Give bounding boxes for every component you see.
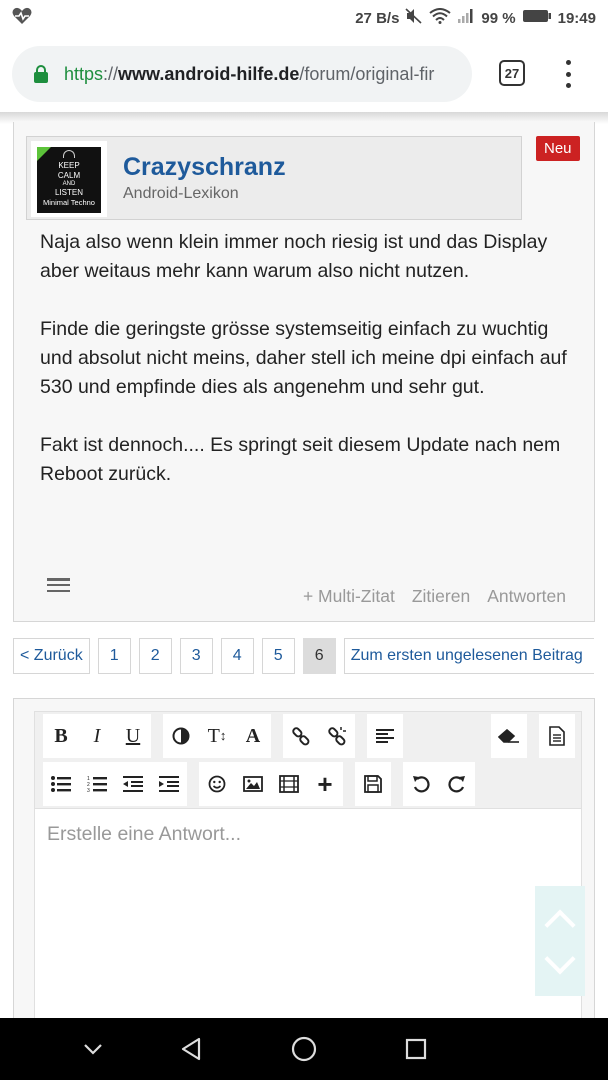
- status-left: [12, 7, 32, 29]
- outdent-icon[interactable]: [115, 762, 151, 806]
- undo-icon[interactable]: [403, 762, 439, 806]
- italic-icon[interactable]: I: [93, 724, 101, 747]
- insert-plus-icon[interactable]: +: [317, 768, 333, 799]
- svg-text:1: 1: [87, 776, 90, 782]
- wifi-icon: [429, 8, 451, 28]
- reply-editor: [13, 698, 595, 1018]
- author-box: [26, 136, 522, 220]
- editor-toolbar: [34, 711, 582, 809]
- underline-icon[interactable]: U: [125, 724, 141, 747]
- smiley-icon[interactable]: [199, 762, 235, 806]
- indent-icon[interactable]: [151, 762, 187, 806]
- url-text[interactable]: [64, 64, 434, 85]
- heart-monitor-icon: [12, 7, 32, 29]
- post-paragraph: Finde die geringste grösse systemseitig einfach zu wuchtig und absolut nicht meins, daher stell ich meine dpi einfach auf 530 und empfinde dies als angenehm und sehr gut.: [40, 318, 567, 398]
- url-scheme: https: [64, 63, 104, 84]
- link-icon[interactable]: [283, 714, 319, 758]
- page-link-3[interactable]: 3: [180, 638, 213, 674]
- reply-link[interactable]: Antworten: [487, 586, 566, 606]
- online-indicator-icon: [37, 147, 51, 161]
- lock-icon[interactable]: [34, 65, 48, 83]
- unlink-icon[interactable]: [319, 714, 355, 758]
- page-back-button[interactable]: < Zurück: [13, 638, 90, 674]
- reply-placeholder: Erstelle eine Antwort...: [47, 823, 242, 845]
- page-link-4[interactable]: 4: [221, 638, 254, 674]
- avatar-line: Minimal Techno: [43, 198, 95, 207]
- home-icon[interactable]: [274, 1018, 334, 1080]
- avatar-line: LISTEN: [54, 188, 83, 197]
- source-icon[interactable]: [539, 714, 575, 758]
- mute-icon: [405, 8, 423, 28]
- post-paragraph: Naja also wenn klein immer noch riesig ist und das Display aber weitaus mehr kann warum also nicht nutzen.: [40, 231, 548, 282]
- url-host: www.android-hilfe.de: [118, 63, 300, 84]
- recents-icon[interactable]: [386, 1018, 446, 1080]
- network-speed: 27 B/s: [355, 9, 400, 27]
- page-link-5[interactable]: 5: [262, 638, 295, 674]
- avatar-line: AND: [62, 181, 76, 187]
- forum-post: [13, 122, 595, 622]
- svg-text:2: 2: [87, 782, 90, 788]
- page-content: [0, 112, 608, 1018]
- battery-icon: [522, 9, 552, 27]
- multi-quote-link[interactable]: + Multi-Zitat: [302, 586, 395, 606]
- url-path: /forum/original-fir: [299, 63, 435, 84]
- scroll-down-icon[interactable]: [544, 943, 575, 974]
- page-link-1[interactable]: 1: [98, 638, 131, 674]
- system-nav-bar: [0, 1018, 608, 1080]
- first-unread-button[interactable]: Zum ersten ungelesenen Beitrag: [344, 638, 594, 674]
- quote-link[interactable]: Zitieren: [411, 586, 471, 606]
- avatar-line: CALM: [57, 171, 81, 180]
- author-title: Android-Lexikon: [123, 185, 239, 202]
- avatar[interactable]: [31, 141, 107, 217]
- post-paragraph: Fakt ist dennoch.... Es springt seit diesem Update nach nem Reboot zurück.: [40, 434, 561, 485]
- overflow-menu-icon[interactable]: [562, 60, 574, 88]
- media-icon[interactable]: [271, 762, 307, 806]
- post-menu-icon[interactable]: [47, 578, 70, 592]
- contrast-icon[interactable]: [163, 714, 199, 758]
- status-bar: [0, 0, 608, 36]
- bold-icon[interactable]: B: [54, 724, 68, 747]
- scroll-controls: [535, 886, 585, 996]
- reply-textarea[interactable]: [34, 809, 582, 1018]
- eraser-icon[interactable]: [491, 714, 527, 758]
- clock: 19:49: [557, 9, 596, 27]
- page-link-6-current[interactable]: 6: [303, 638, 336, 674]
- post-body: [40, 228, 570, 518]
- font-color-icon[interactable]: A: [245, 724, 261, 747]
- font-size-icon[interactable]: T ↕: [207, 724, 227, 747]
- back-icon[interactable]: [161, 1018, 221, 1080]
- redo-icon[interactable]: [439, 762, 475, 806]
- battery-percent: 99 %: [481, 9, 516, 27]
- numbered-list-icon[interactable]: [79, 762, 115, 806]
- save-icon[interactable]: [355, 762, 391, 806]
- url-separator: ://: [103, 63, 119, 84]
- author-name[interactable]: Crazyschranz: [123, 153, 286, 181]
- align-icon[interactable]: [367, 714, 403, 758]
- svg-text:3: 3: [87, 788, 90, 793]
- scroll-up-icon[interactable]: [544, 909, 575, 940]
- avatar-line: KEEP: [58, 161, 80, 170]
- tab-switcher-button[interactable]: 27: [499, 60, 525, 86]
- browser-toolbar: [0, 36, 608, 112]
- hide-keyboard-icon[interactable]: [63, 1018, 123, 1080]
- bullet-list-icon[interactable]: [43, 762, 79, 806]
- image-icon[interactable]: [235, 762, 271, 806]
- post-actions: [303, 586, 566, 607]
- status-right: [355, 8, 596, 28]
- signal-icon: [457, 8, 475, 28]
- pagination: [13, 638, 594, 674]
- address-bar[interactable]: [12, 46, 472, 102]
- new-badge: Neu: [536, 136, 580, 161]
- crown-icon: [63, 150, 75, 158]
- page-link-2[interactable]: 2: [139, 638, 172, 674]
